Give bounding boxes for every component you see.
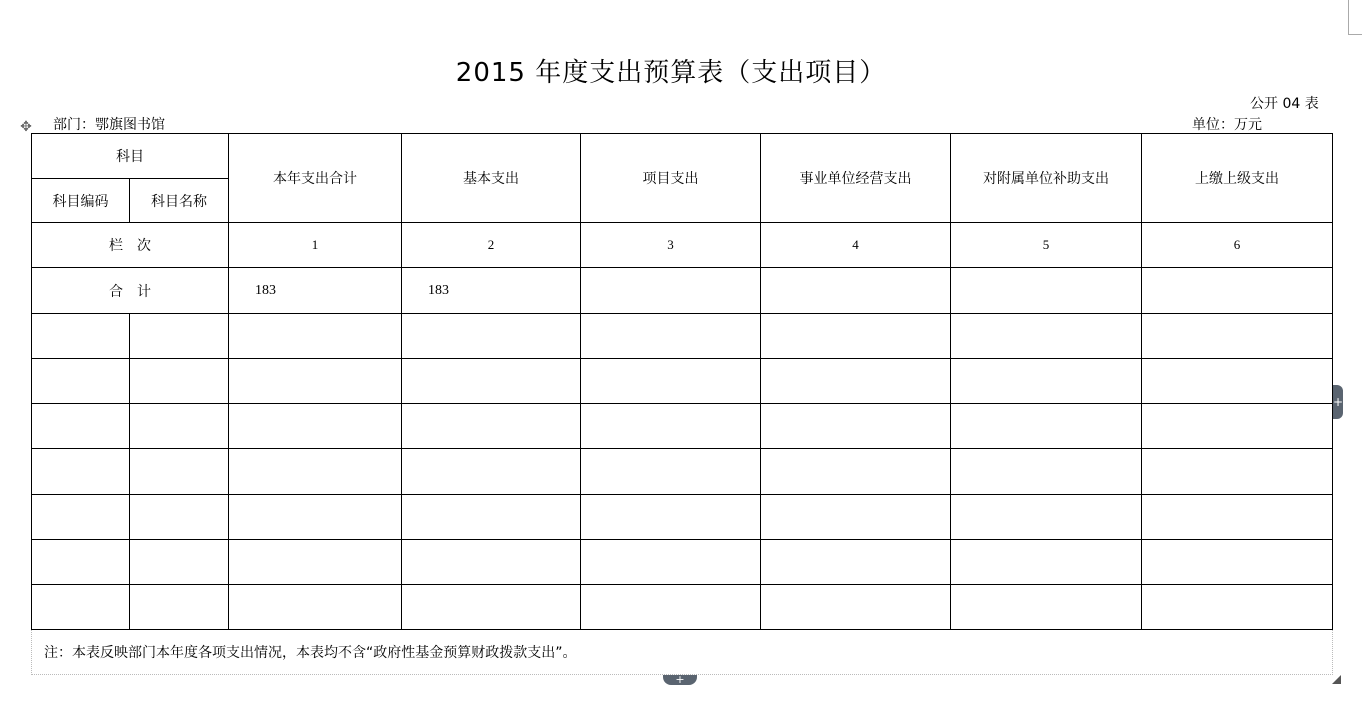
table-row xyxy=(32,495,1333,540)
header-col-subsidy[interactable]: 对附属单位补助支出 xyxy=(951,134,1142,223)
index-cell[interactable]: 5 xyxy=(951,223,1142,268)
table-cell[interactable] xyxy=(581,404,761,449)
table-cell[interactable] xyxy=(1142,495,1333,540)
table-cell[interactable] xyxy=(402,585,581,630)
index-cell[interactable]: 3 xyxy=(581,223,761,268)
table-cell[interactable] xyxy=(402,314,581,359)
table-cell[interactable] xyxy=(130,359,229,404)
table-cell[interactable] xyxy=(130,314,229,359)
index-cell[interactable]: 4 xyxy=(761,223,951,268)
header-subject[interactable]: 科目 xyxy=(32,134,229,179)
table-row xyxy=(32,404,1333,449)
table-cell[interactable] xyxy=(581,585,761,630)
page-corner-mark xyxy=(1348,0,1362,35)
table-cell[interactable] xyxy=(761,314,951,359)
table-cell[interactable] xyxy=(1142,359,1333,404)
header-col-remit[interactable]: 上缴上级支出 xyxy=(1142,134,1333,223)
header-col-basic[interactable]: 基本支出 xyxy=(402,134,581,223)
total-cell[interactable]: 183 xyxy=(229,268,402,314)
table-cell[interactable] xyxy=(32,314,130,359)
table-cell[interactable] xyxy=(951,314,1142,359)
table-cell[interactable] xyxy=(951,540,1142,585)
table-note: 注：本表反映部门本年度各项支出情况，本表均不含“政府性基金预算财政拨款支出”。 xyxy=(44,645,577,661)
table-cell[interactable] xyxy=(951,585,1142,630)
index-row-label[interactable]: 栏 次 xyxy=(32,223,229,268)
add-row-icon[interactable]: + xyxy=(663,675,697,685)
unit-label: 单位：万元 xyxy=(1192,117,1262,133)
table-cell[interactable] xyxy=(581,359,761,404)
total-cell[interactable] xyxy=(581,268,761,314)
resize-table-icon[interactable] xyxy=(1332,675,1341,684)
total-cell[interactable] xyxy=(1142,268,1333,314)
table-row xyxy=(32,359,1333,404)
table-cell[interactable] xyxy=(229,314,402,359)
table-cell[interactable] xyxy=(229,449,402,495)
add-column-icon[interactable]: + xyxy=(1333,385,1343,419)
table-cell[interactable] xyxy=(32,359,130,404)
table-cell[interactable] xyxy=(1142,540,1333,585)
table-cell[interactable] xyxy=(581,449,761,495)
index-cell[interactable]: 6 xyxy=(1142,223,1333,268)
table-cell[interactable] xyxy=(1142,404,1333,449)
budget-table xyxy=(31,133,1333,630)
header-col-total[interactable]: 本年支出合计 xyxy=(229,134,402,223)
table-row xyxy=(32,585,1333,630)
table-cell[interactable] xyxy=(229,404,402,449)
table-cell[interactable] xyxy=(229,585,402,630)
table-cell[interactable] xyxy=(581,495,761,540)
header-subject-name[interactable]: 科目名称 xyxy=(130,179,229,223)
table-row xyxy=(32,540,1333,585)
table-cell[interactable] xyxy=(130,495,229,540)
table-cell[interactable] xyxy=(581,540,761,585)
table-cell[interactable] xyxy=(951,404,1142,449)
table-cell[interactable] xyxy=(951,449,1142,495)
table-cell[interactable] xyxy=(951,359,1142,404)
table-cell[interactable] xyxy=(130,404,229,449)
table-cell[interactable] xyxy=(402,495,581,540)
table-cell[interactable] xyxy=(32,449,130,495)
table-cell[interactable] xyxy=(1142,585,1333,630)
index-row xyxy=(32,223,1333,268)
table-cell[interactable] xyxy=(402,404,581,449)
table-row xyxy=(32,449,1333,495)
table-cell[interactable] xyxy=(761,404,951,449)
table-cell[interactable] xyxy=(402,359,581,404)
table-cell[interactable] xyxy=(32,495,130,540)
table-cell[interactable] xyxy=(402,449,581,495)
total-cell[interactable]: 183 xyxy=(402,268,581,314)
table-cell[interactable] xyxy=(761,540,951,585)
table-cell[interactable] xyxy=(32,585,130,630)
table-cell[interactable] xyxy=(229,359,402,404)
move-table-icon[interactable]: ✥ xyxy=(20,119,32,135)
table-cell[interactable] xyxy=(32,540,130,585)
total-row-label[interactable]: 合 计 xyxy=(32,268,229,314)
form-number: 公开 04 表 xyxy=(1250,96,1319,112)
table-cell[interactable] xyxy=(761,359,951,404)
page-title: 2015 年度支出预算表（支出项目） xyxy=(455,58,887,88)
table-cell[interactable] xyxy=(1142,314,1333,359)
table-cell[interactable] xyxy=(761,495,951,540)
header-col-project[interactable]: 项目支出 xyxy=(581,134,761,223)
table-cell[interactable] xyxy=(229,495,402,540)
table-cell[interactable] xyxy=(229,540,402,585)
header-subject-code[interactable]: 科目编码 xyxy=(32,179,130,223)
total-row xyxy=(32,268,1333,314)
note-row xyxy=(31,630,1333,675)
table-cell[interactable] xyxy=(130,449,229,495)
table-cell[interactable] xyxy=(130,585,229,630)
table-cell[interactable] xyxy=(130,540,229,585)
table-cell[interactable] xyxy=(761,449,951,495)
index-cell[interactable]: 1 xyxy=(229,223,402,268)
total-cell[interactable] xyxy=(951,268,1142,314)
header-row-1 xyxy=(32,134,1333,179)
table-cell[interactable] xyxy=(761,585,951,630)
table-cell[interactable] xyxy=(1142,449,1333,495)
table-cell[interactable] xyxy=(402,540,581,585)
header-col-operating[interactable]: 事业单位经营支出 xyxy=(761,134,951,223)
table-cell[interactable] xyxy=(951,495,1142,540)
table-cell[interactable] xyxy=(32,404,130,449)
table-cell[interactable] xyxy=(581,314,761,359)
table-row xyxy=(32,314,1333,359)
department-label: 部门：鄂旗图书馆 xyxy=(53,117,165,133)
index-cell[interactable]: 2 xyxy=(402,223,581,268)
total-cell[interactable] xyxy=(761,268,951,314)
